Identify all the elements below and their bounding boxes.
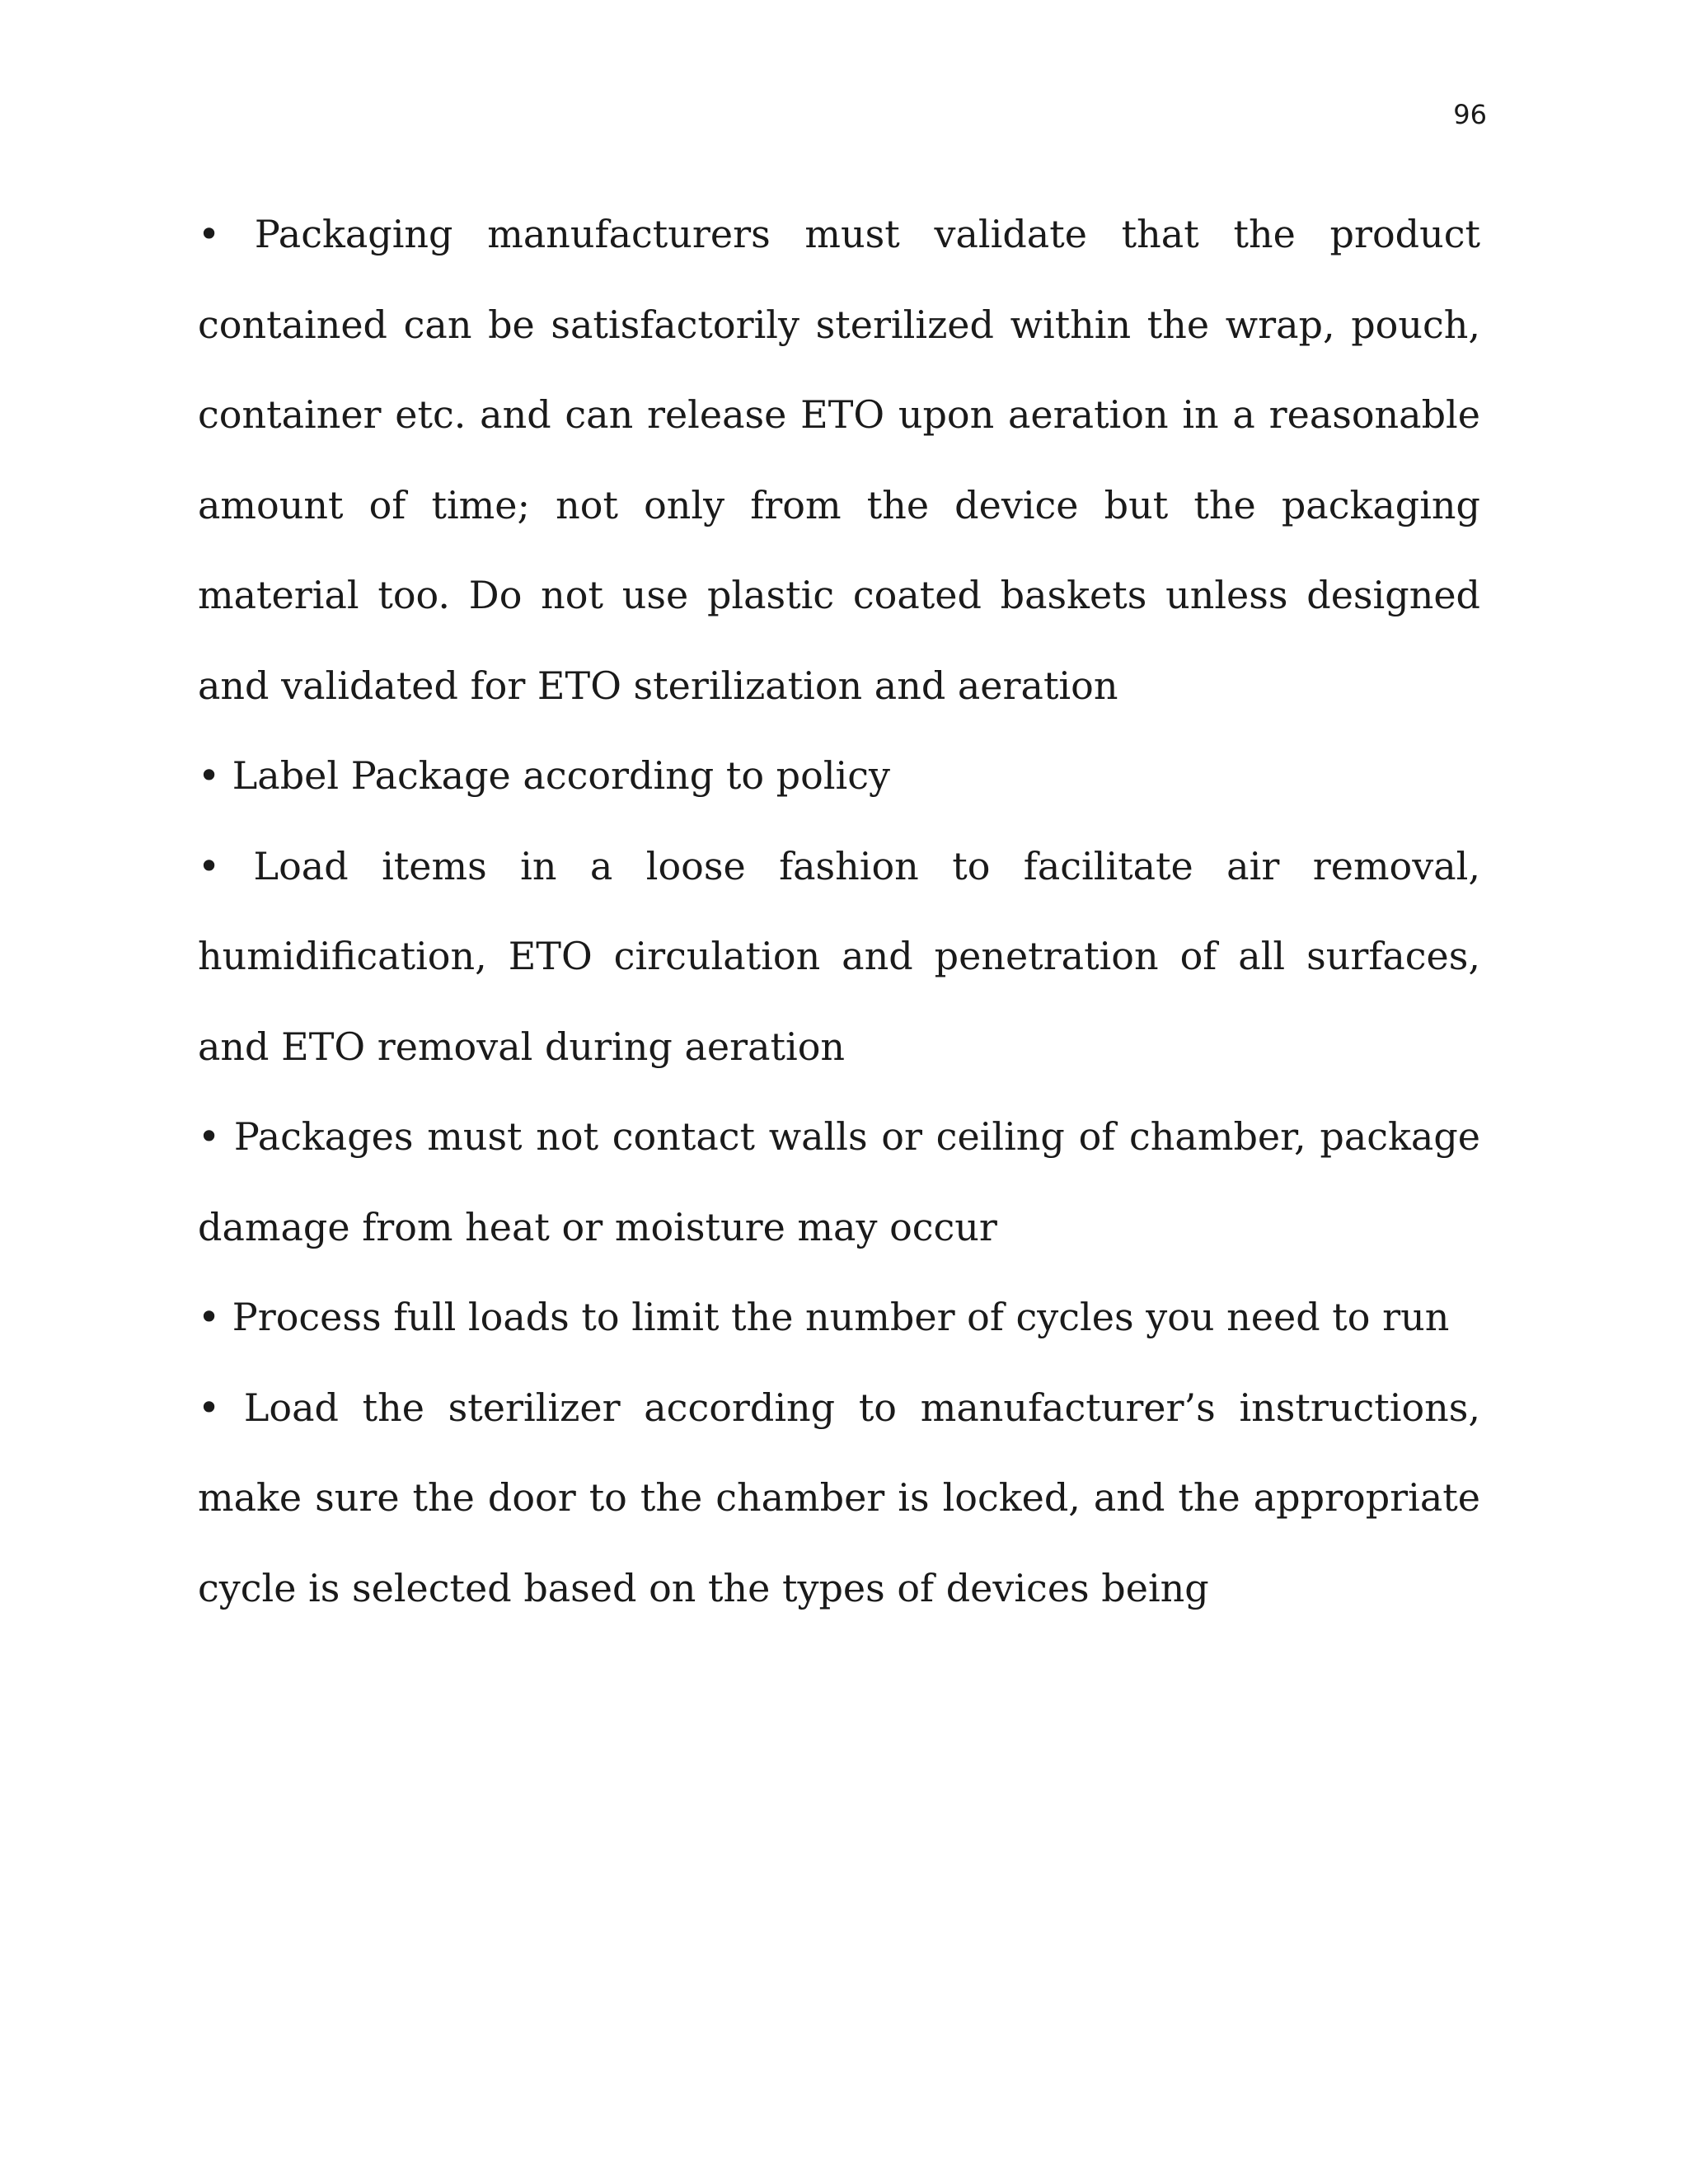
bullet-paragraph-full-loads: • Process full loads to limit the number of cycles you need to run xyxy=(198,1295,1450,1339)
bullet-paragraph-label-package: • Label Package according to policy xyxy=(198,753,890,798)
page-number: 96 xyxy=(1453,99,1487,130)
bullet-paragraph-load-sterilizer: • Load the sterilizer according to manufacturer’s instructions, make sure the door to the chamber is locked, and the appropriate cycle is selected based on the types of devices being xyxy=(198,1385,1480,1610)
bullet-paragraph-chamber-contact: • Packages must not contact walls or ceiling of chamber, package damage from heat or moisture may occur xyxy=(198,1114,1480,1249)
body-text xyxy=(198,190,1480,1633)
bullet-paragraph-load-loosely: • Load items in a loose fashion to facilitate air removal, humidification, ETO circulation and penetration of all surfaces, and ETO removal during aeration xyxy=(198,843,1480,1069)
bullet-paragraph-packaging-validation: • Packaging manufacturers must validate that the product contained can be satisfactorily sterilized within the wrap, pouch, container etc. and can release ETO upon aeration in a reasonable amount of time; not only from the device but the packaging material too. Do not use plastic coated baskets unless designed and validated for ETO sterilization and aeration xyxy=(198,212,1480,708)
